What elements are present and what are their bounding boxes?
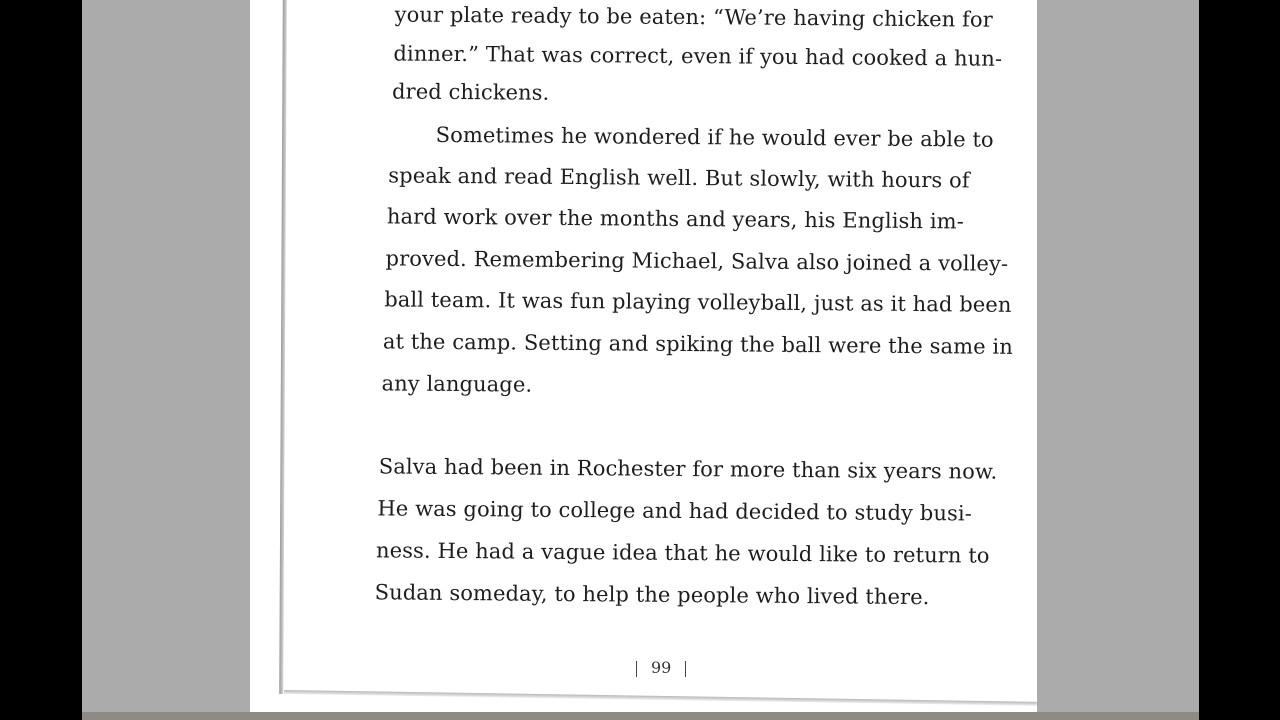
text-line: at the camp. Setting and spiking the ball were the same in (382, 329, 1014, 359)
text-line: He was going to college and had decided to study busi- (377, 496, 973, 526)
page-text (250, 0, 1037, 712)
text-line: dinner.” That was correct, even if you had cooked a hun- (393, 41, 1003, 71)
page-footer (622, 658, 700, 677)
text-line: proved. Remembering Michael, Salva also joined a volley- (385, 246, 1009, 276)
text-line: speak and read English well. But slowly, with hours of (388, 163, 970, 193)
left-pillarbox (82, 0, 250, 712)
text-line: Sometimes he wondered if he would ever be able to (435, 122, 994, 152)
text-line: ness. He had a vague idea that he would like to return to (375, 538, 990, 568)
text-line: dred chickens. (391, 79, 550, 105)
footer-divider (685, 661, 686, 677)
text-line: ball team. It was fun playing volleyball, just as it had been (384, 287, 1012, 317)
text-line: any language. (381, 371, 533, 397)
footer-divider (636, 661, 637, 677)
text-line: your plate ready to be eaten: “We’re having chicken for (394, 2, 993, 32)
text-line: hard work over the months and years, his English im- (386, 204, 965, 234)
page-number: 99 (651, 658, 672, 677)
text-line: Salva had been in Rochester for more than six years now. (378, 454, 998, 484)
text-line: Sudan someday, to help the people who lived there. (374, 580, 930, 610)
bottom-strip (82, 712, 1199, 720)
right-pillarbox (1037, 0, 1199, 712)
book-page (250, 0, 1037, 712)
